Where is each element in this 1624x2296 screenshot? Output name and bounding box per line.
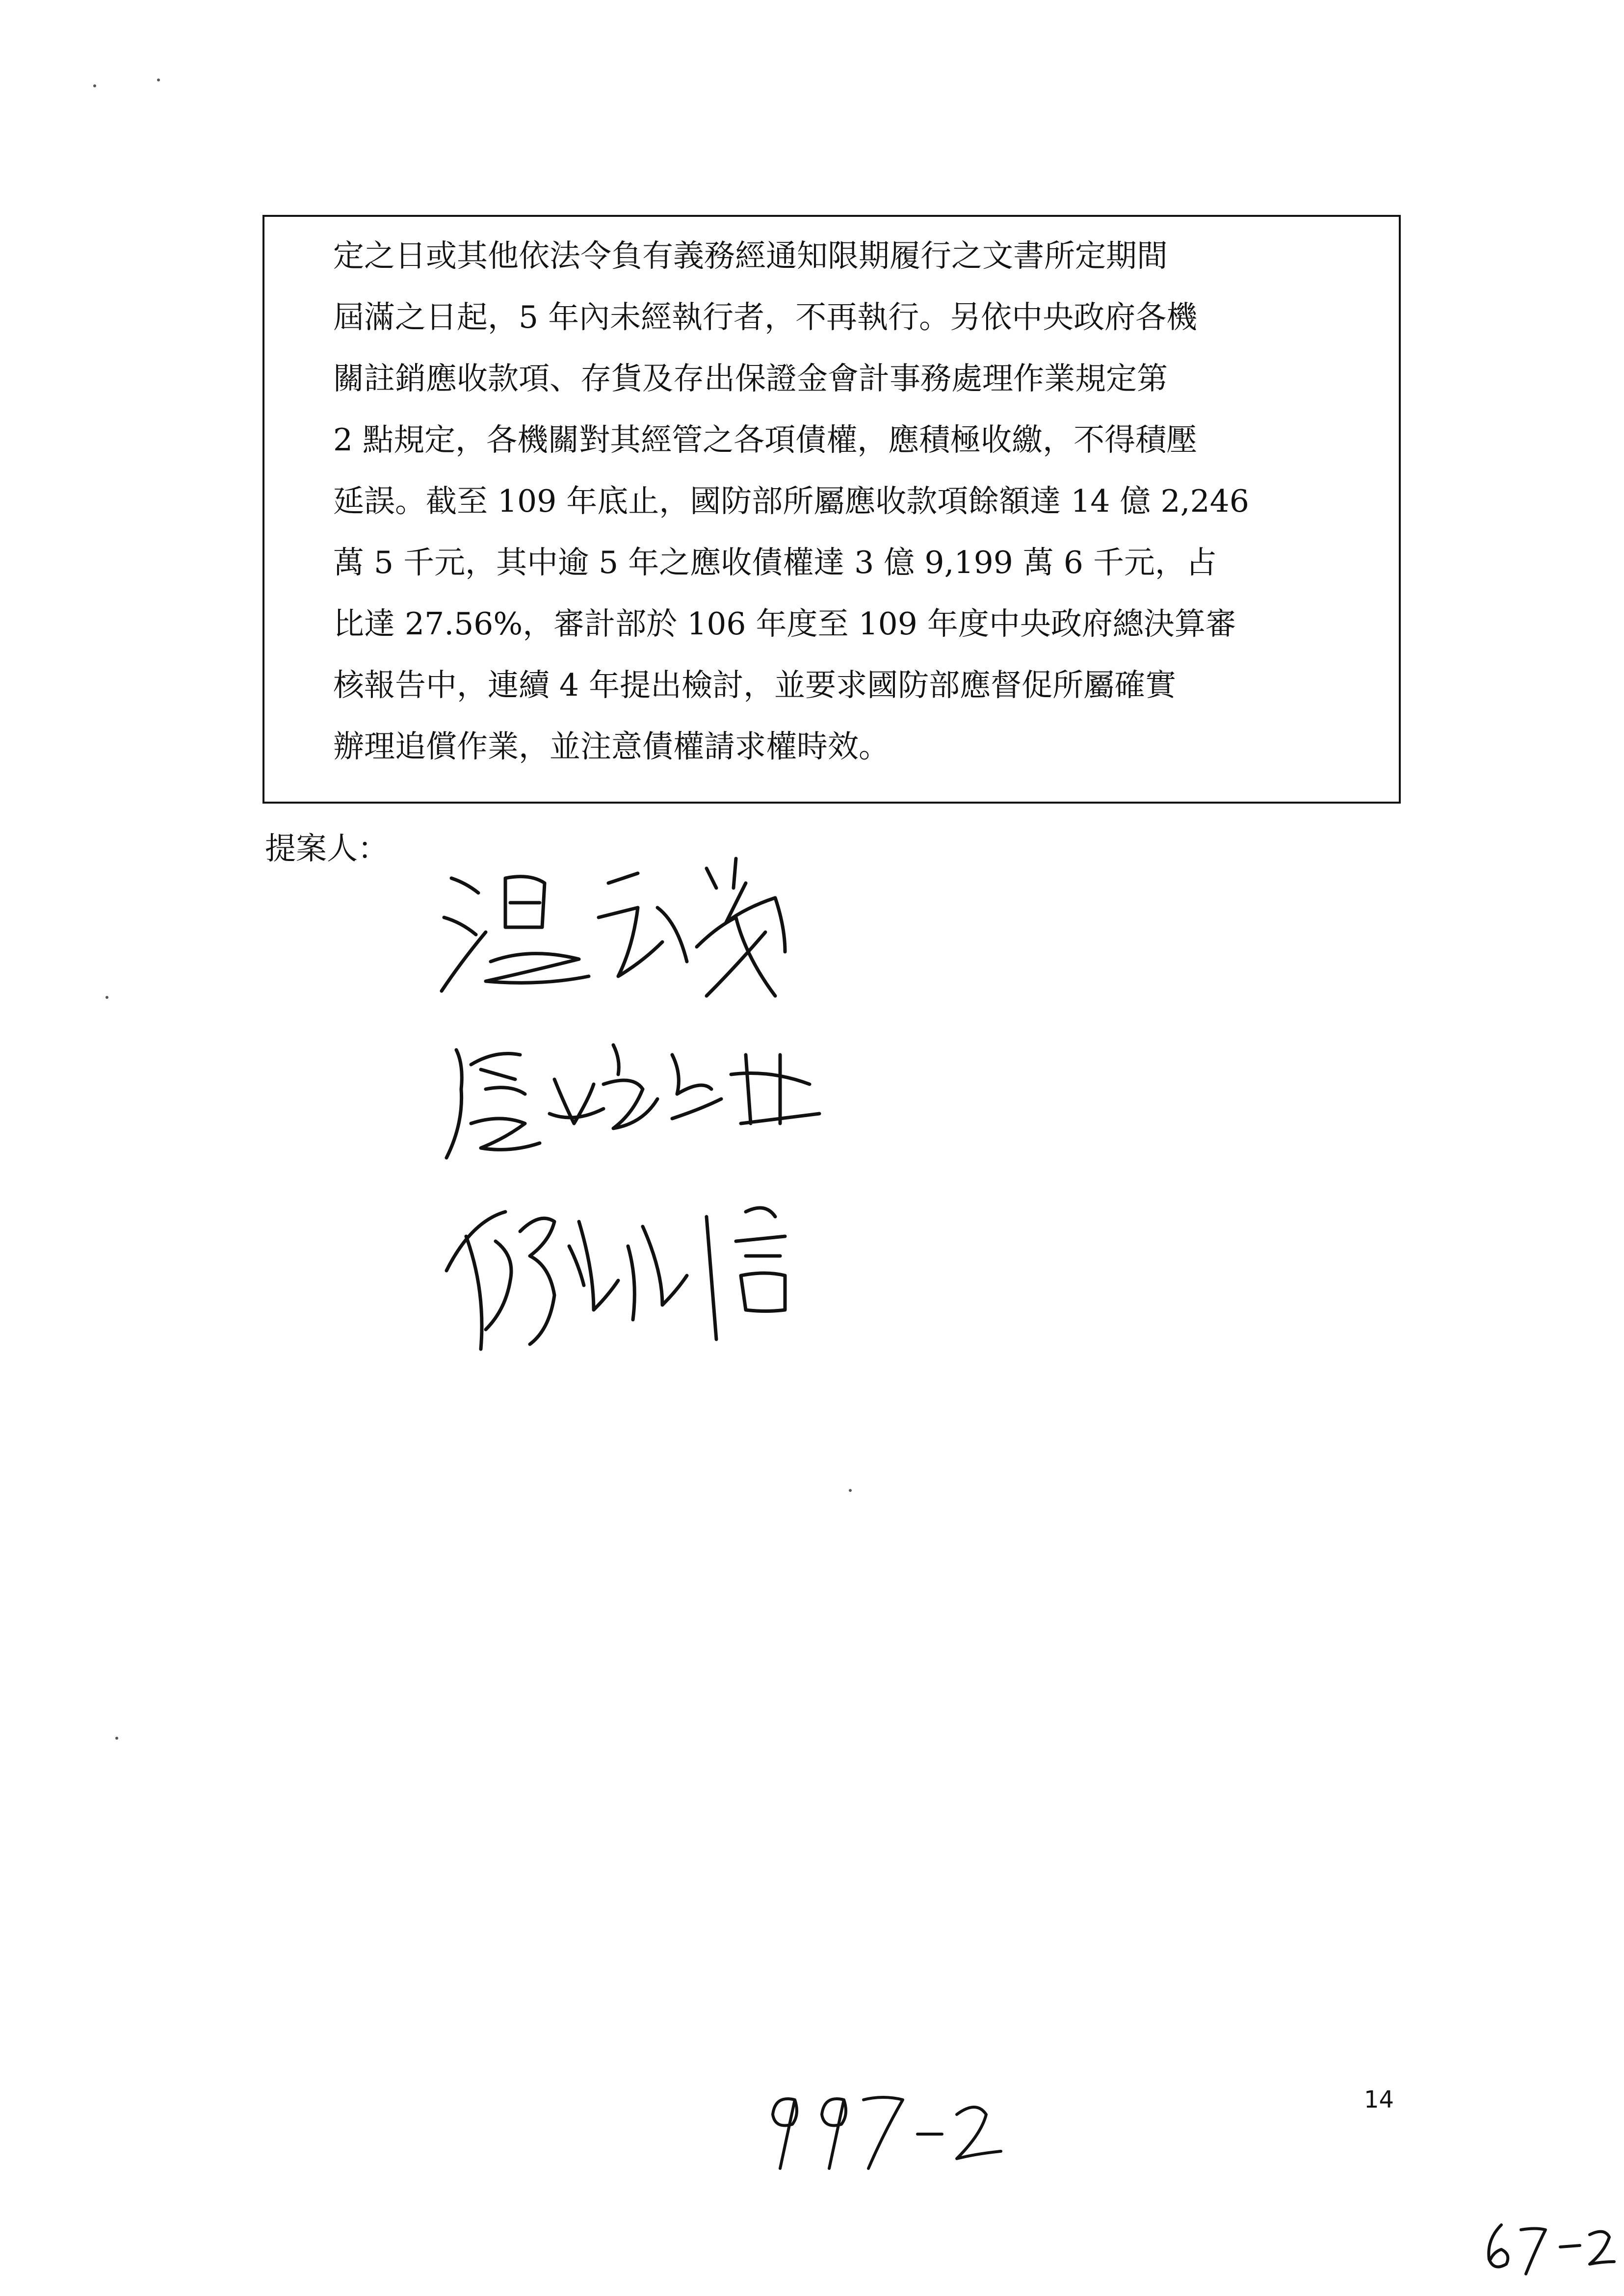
proposer-label: 提案人： <box>265 831 389 866</box>
body-line-6: 萬 5 千元，其中逾 5 年之應收債權達 3 億 9,199 萬 6 千元，占 <box>333 545 1217 580</box>
scan-speck <box>93 84 96 87</box>
body-line-4: 2 點規定，各機關對其經管之各項債權，應積極收繳，不得積壓 <box>333 422 1198 458</box>
bordered-text-box <box>262 215 1401 804</box>
body-line-9: 辦理追償作業，並注意債權請求權時效。 <box>333 729 890 764</box>
scan-speck <box>115 1737 118 1740</box>
scan-speck <box>105 996 108 999</box>
signature-2 <box>427 1025 868 1173</box>
body-line-5: 延誤。截至 109 年底止，國防部所屬應收款項餘額達 14 億 2,246 <box>333 483 1249 519</box>
handwritten-number-67-2 <box>1477 2215 1619 2279</box>
body-line-8: 核報告中，連續 4 年提出檢討，並要求國防部應督促所屬確實 <box>333 667 1177 703</box>
handwritten-number-979-2 <box>756 2080 1011 2178</box>
body-line-3: 關註銷應收款項、存貨及存出保證金會計事務處理作業規定第 <box>333 361 1168 396</box>
body-line-1: 定之日或其他依法令負有義務經通知限期履行之文書所定期間 <box>333 238 1168 274</box>
scan-speck <box>157 78 160 81</box>
signature-3 <box>432 1182 864 1359</box>
signature-1 <box>432 849 824 1006</box>
body-line-7: 比達 27.56%，審計部於 106 年度至 109 年度中央政府總決算審 <box>333 606 1236 642</box>
page-number: 14 <box>1364 2086 1394 2113</box>
body-line-2: 屆滿之日起，5 年內未經執行者，不再執行。另依中央政府各機 <box>333 299 1198 335</box>
scan-speck <box>849 1489 852 1492</box>
